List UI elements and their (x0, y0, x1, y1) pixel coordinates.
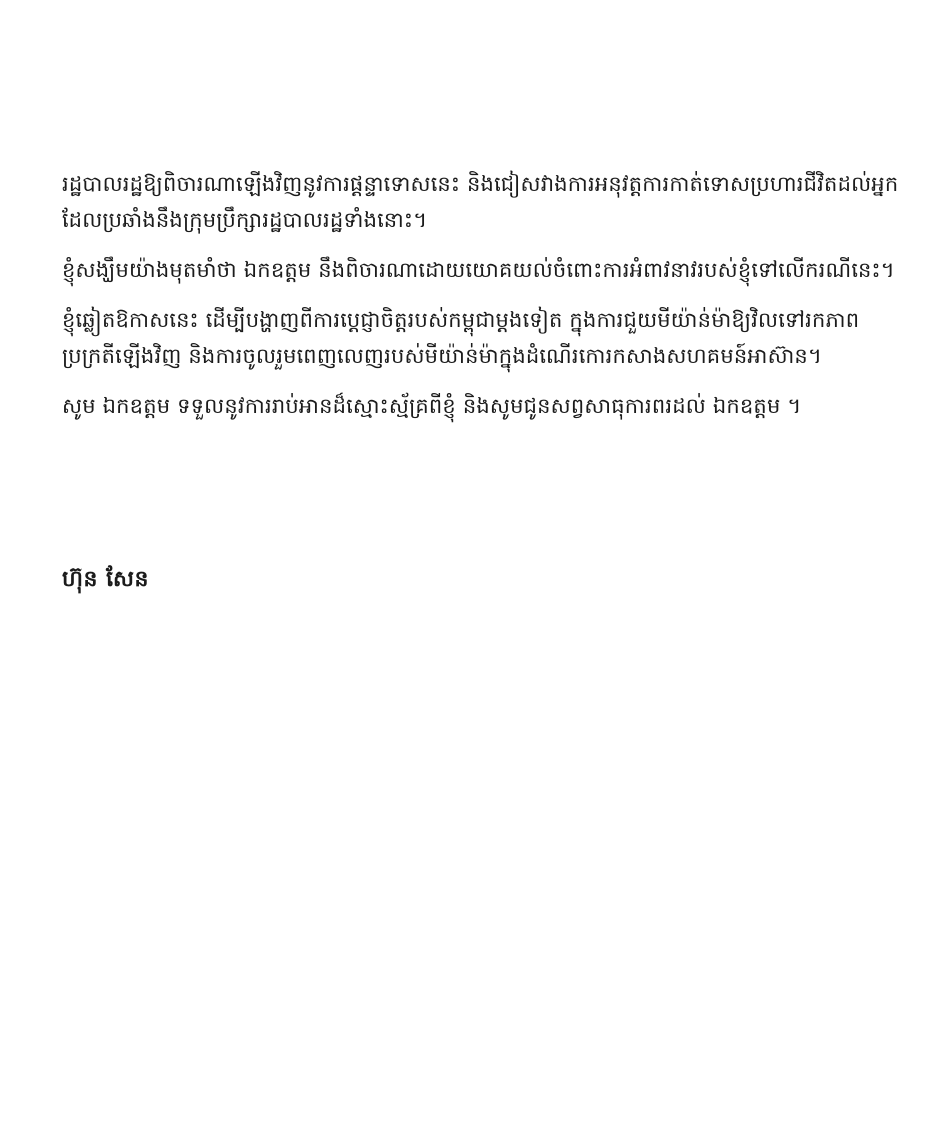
paragraph-commitment: ខ្ញុំឆ្លៀតឱកាសនេះ ដើម្បីបង្ហាញពីការប្តេជ្ញាចិត្តរបស់កម្ពុជាម្តងទៀត ក្នុងការជួយមីយ៉ាន់ម៉ាឱ្យវិលទៅរកភាពប្រក្រតីឡើងវិញ និងការចូលរួមពេញលេញរបស់មីយ៉ាន់ម៉ាក្នុងដំណើរកោរកសាងសហគមន៍អាស៊ាន។ (62, 308, 860, 368)
paragraph-request: រដ្ឋបាលរដ្ឋឱ្យពិចារណាឡើងវិញនូវការផ្តន្ទាទោសនេះ និងជៀសវាងការអនុវត្តការកាត់ទោសប្រហារជីវិតដល់អ្នកដែលប្រឆាំងនឹងក្រុមប្រឹក្សារដ្ឋបាលរដ្ឋទាំងនោះ។ (62, 172, 899, 232)
signature-name: ហ៊ុន សែន (62, 567, 149, 592)
letter-body (62, 166, 900, 438)
paragraph-hope: ខ្ញុំសង្ឃឹមយ៉ាងមុតមាំថា ឯកឧត្តម នឹងពិចារណាដោយយោគយល់ចំពោះការអំពាវនាវរបស់ខ្ញុំទៅលើករណីនេះ។ (62, 258, 895, 282)
paragraph-closing: សូម ឯកឧត្តម ទទួលនូវការរាប់អានដ៏ស្មោះស្ម័គ្រពីខ្ញុំ និងសូមជូនសព្វសាធុការពរដល់ ឯកឧត្តម ។ (62, 394, 802, 418)
